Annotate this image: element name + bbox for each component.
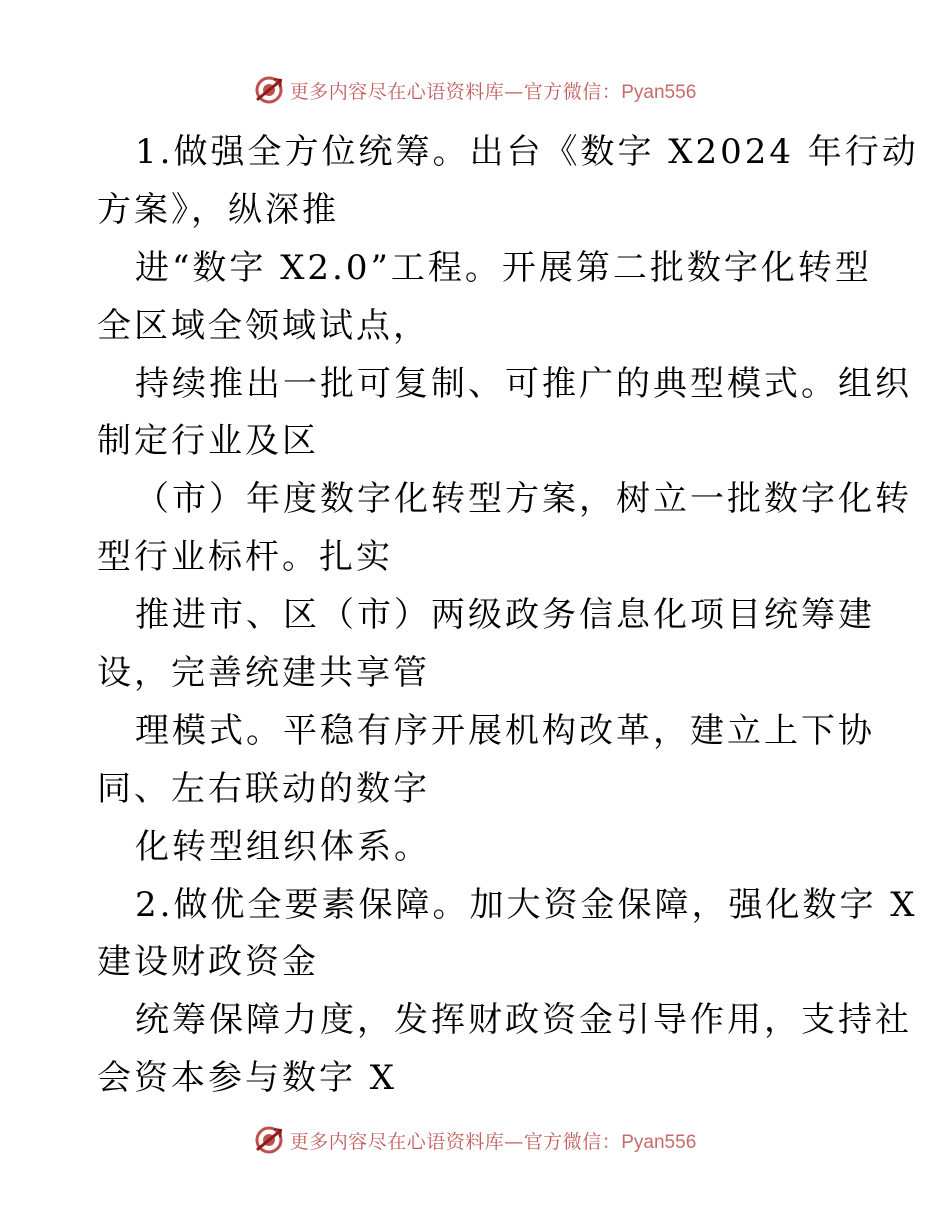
text-line: 方案》，纵深推 [97, 189, 339, 230]
watermark-text: 更多内容尽在心语资料库—官方微信：Pyan556 [289, 80, 697, 103]
text-line: 理模式。平稳有序开展机构改革，建立上下协 [135, 710, 875, 751]
watermark-logo-icon [254, 75, 284, 105]
text-line: 进“数字 X2.0”工程。开展第二批数字化转型 [135, 247, 872, 288]
text-line: 1.做强全方位统筹。出台《数字 X2024 年行动 [135, 132, 919, 172]
text-line: 持续推出一批可复制、可推广的典型模式。组织 [135, 363, 912, 404]
text-line: 同、左右联动的数字 [97, 768, 430, 809]
text-line: 统筹保障力度，发挥财政资金引导作用，支持社 [135, 1000, 912, 1041]
watermark-wechat-id: Pyan556 [621, 81, 697, 103]
footer-watermark [0, 1120, 950, 1160]
text-line: （市）年度数字化转型方案，树立一批数字化转 [135, 479, 912, 520]
text-line: 全区域全领域试点， [97, 305, 430, 346]
text-line: 型行业标杆。扎实 [97, 537, 393, 578]
header-watermark [0, 70, 950, 110]
watermark-wechat-id: Pyan556 [621, 1131, 697, 1153]
text-line: 会资本参与数字 X [97, 1058, 398, 1099]
watermark-logo-icon [254, 1125, 284, 1155]
watermark-text: 更多内容尽在心语资料库—官方微信：Pyan556 [289, 1130, 697, 1153]
text-line: 设，完善统建共享管 [97, 653, 430, 694]
text-line: 化转型组织体系。 [135, 826, 431, 867]
text-line: 制定行业及区 [97, 421, 319, 462]
text-line: 2.做优全要素保障。加大资金保障，强化数字 X [135, 884, 918, 925]
text-line: 推进市、区（市）两级政务信息化项目统筹建 [135, 595, 875, 636]
text-line: 建设财政资金 [97, 942, 319, 983]
document-body [97, 124, 919, 1108]
